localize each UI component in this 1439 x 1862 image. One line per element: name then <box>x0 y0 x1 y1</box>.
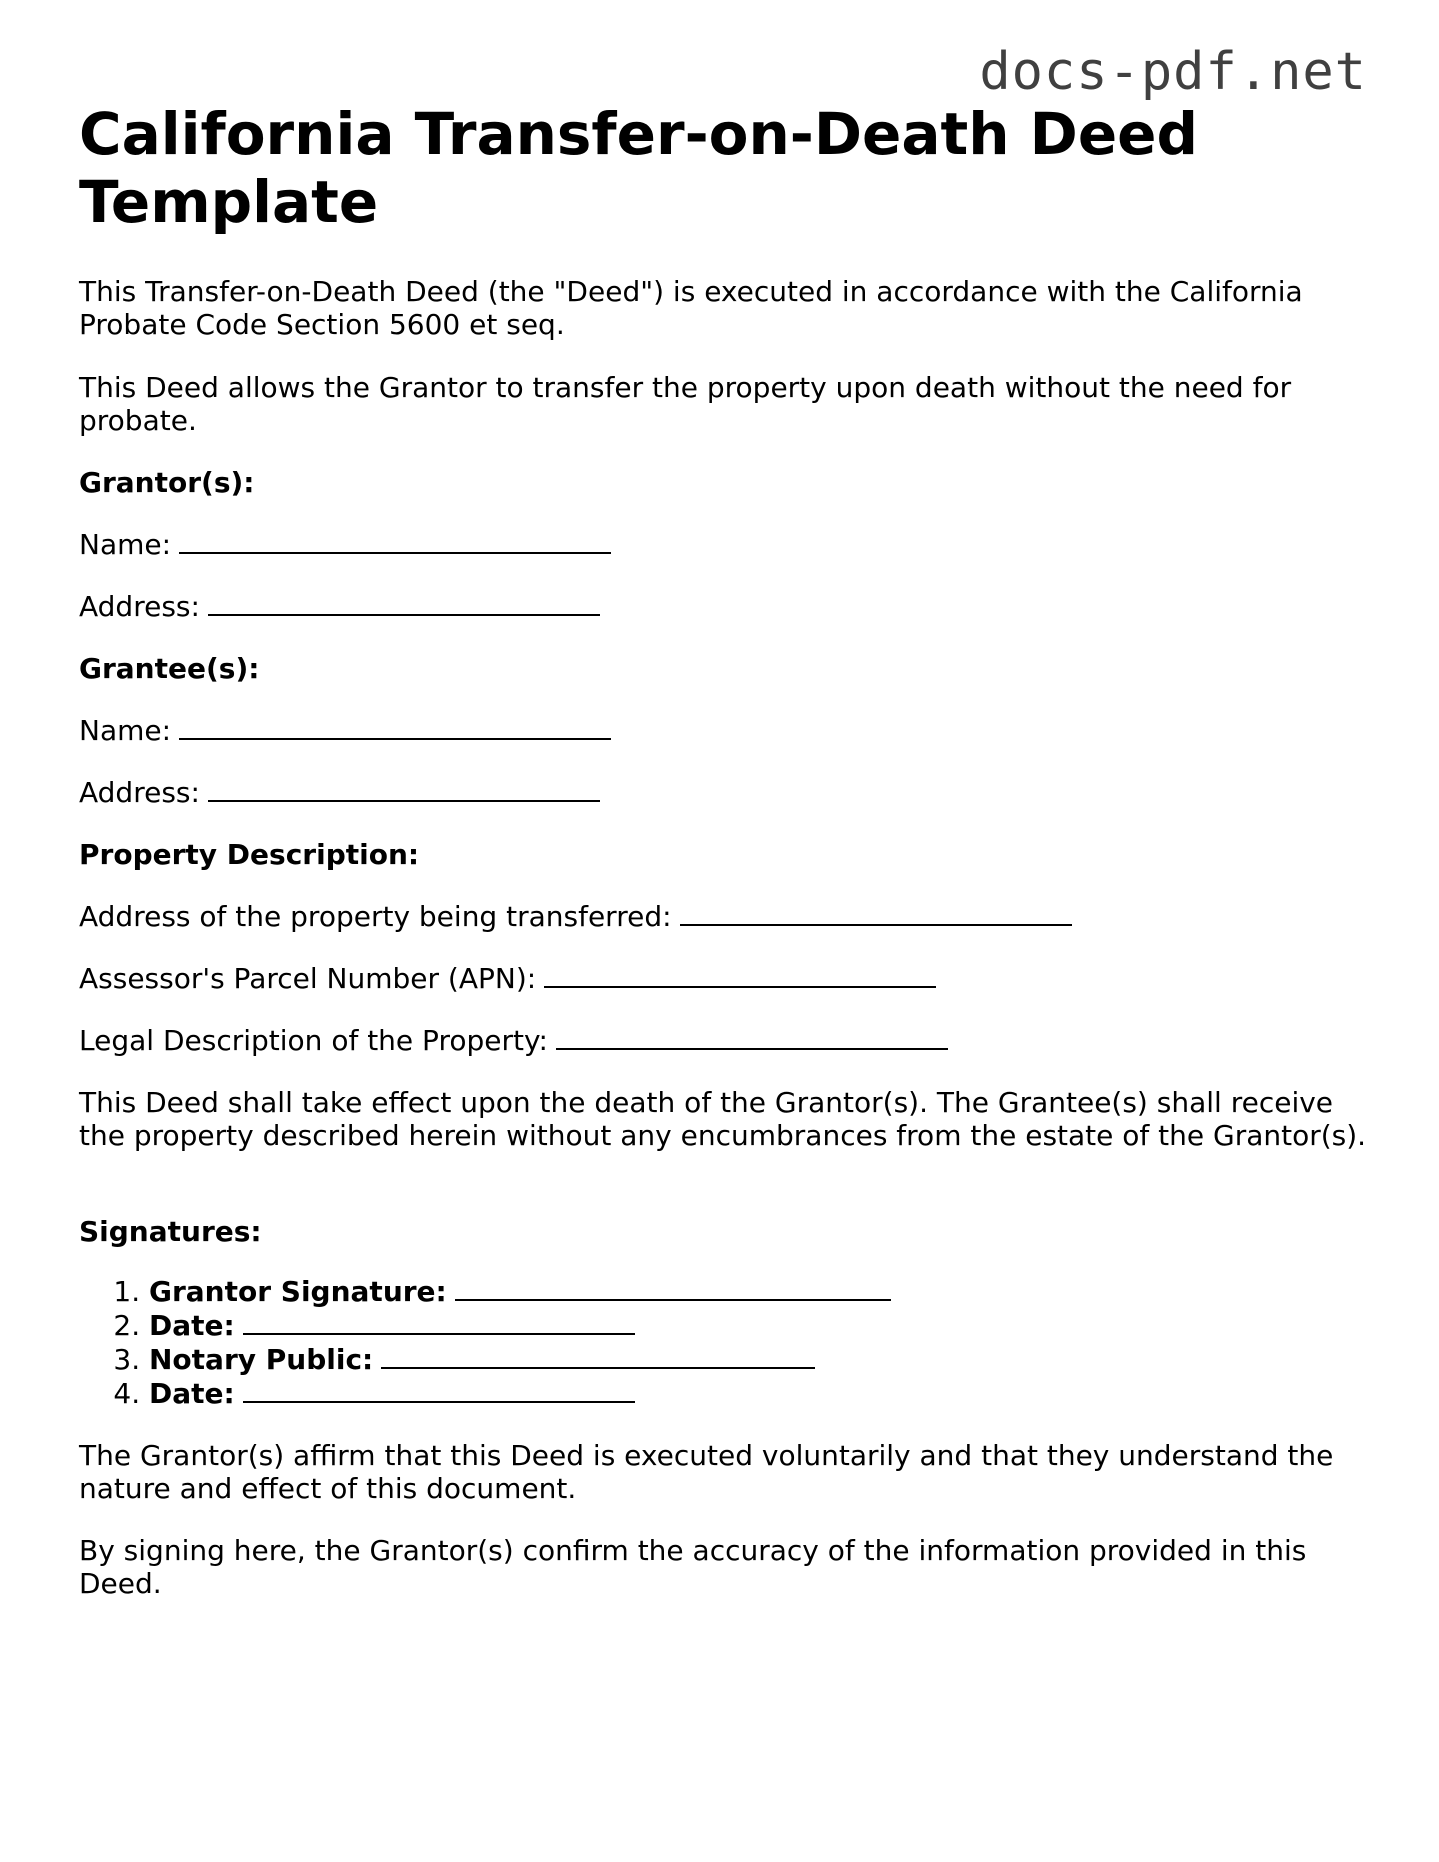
grantor-signature-label: Grantor Signature: <box>149 1275 447 1308</box>
grantee-name-row <box>79 714 1369 747</box>
grantee-address-row <box>79 776 1369 809</box>
apn-field[interactable] <box>544 962 936 988</box>
signatures-list-wrapper <box>79 1275 1369 1411</box>
grantee-address-label: Address: <box>79 776 200 809</box>
property-heading: Property Description: <box>79 838 420 871</box>
property-address-label: Address of the property being transferred: <box>79 900 672 933</box>
effect-paragraph: This Deed shall take effect upon the death of the Grantor(s). The Grantee(s) shall receive the property described herein without any encumbrances from the estate of the Grantor(s). <box>79 1086 1367 1152</box>
notary-date-label: Date: <box>149 1377 235 1410</box>
grantor-name-label: Name: <box>79 528 172 561</box>
apn-row <box>79 962 1369 995</box>
grantee-heading: Grantee(s): <box>79 652 260 685</box>
intro-paragraph-2: This Deed allows the Grantor to transfer the property upon death without the need for probate. <box>79 371 1292 437</box>
confirm-paragraph: By signing here, the Grantor(s) confirm the accuracy of the information provided in this Deed. <box>79 1534 1307 1600</box>
date-label: Date: <box>149 1309 235 1342</box>
signatures-heading: Signatures: <box>79 1215 262 1248</box>
grantor-name-field[interactable] <box>179 528 611 554</box>
date-field[interactable] <box>243 1309 635 1335</box>
grantor-address-label: Address: <box>79 590 200 623</box>
watermark: docs-pdf.net <box>979 42 1367 102</box>
grantee-address-field[interactable] <box>208 776 600 802</box>
grantor-signature-field[interactable] <box>455 1275 891 1301</box>
grantor-name-row <box>79 528 1369 561</box>
grantee-name-label: Name: <box>79 714 172 747</box>
notary-public-field[interactable] <box>381 1343 815 1369</box>
apn-label: Assessor's Parcel Number (APN): <box>79 962 537 995</box>
signatures-list <box>79 1275 1369 1411</box>
grantee-name-field[interactable] <box>179 714 611 740</box>
property-address-row <box>79 900 1369 933</box>
legal-description-field[interactable] <box>556 1024 948 1050</box>
property-address-field[interactable] <box>680 900 1072 926</box>
grantor-heading: Grantor(s): <box>79 466 255 499</box>
signature-item <box>149 1343 1369 1377</box>
affirm-paragraph: The Grantor(s) affirm that this Deed is executed voluntarily and that they understand the nature and effect of this document. <box>79 1439 1334 1505</box>
grantor-address-field[interactable] <box>208 590 600 616</box>
legal-description-row <box>79 1024 1369 1057</box>
intro-paragraph-1: This Transfer-on-Death Deed (the "Deed") is executed in accordance with the California Probate Code Section 5600 et seq. <box>79 275 1303 341</box>
notary-date-field[interactable] <box>243 1377 635 1403</box>
signature-item <box>149 1309 1369 1343</box>
notary-public-label: Notary Public: <box>149 1343 374 1376</box>
document-title: California Transfer-on-Death Deed Template <box>79 100 1199 236</box>
grantor-address-row <box>79 590 1369 623</box>
legal-description-label: Legal Description of the Property: <box>79 1024 548 1057</box>
signature-item <box>149 1275 1369 1309</box>
signature-item <box>149 1377 1369 1411</box>
